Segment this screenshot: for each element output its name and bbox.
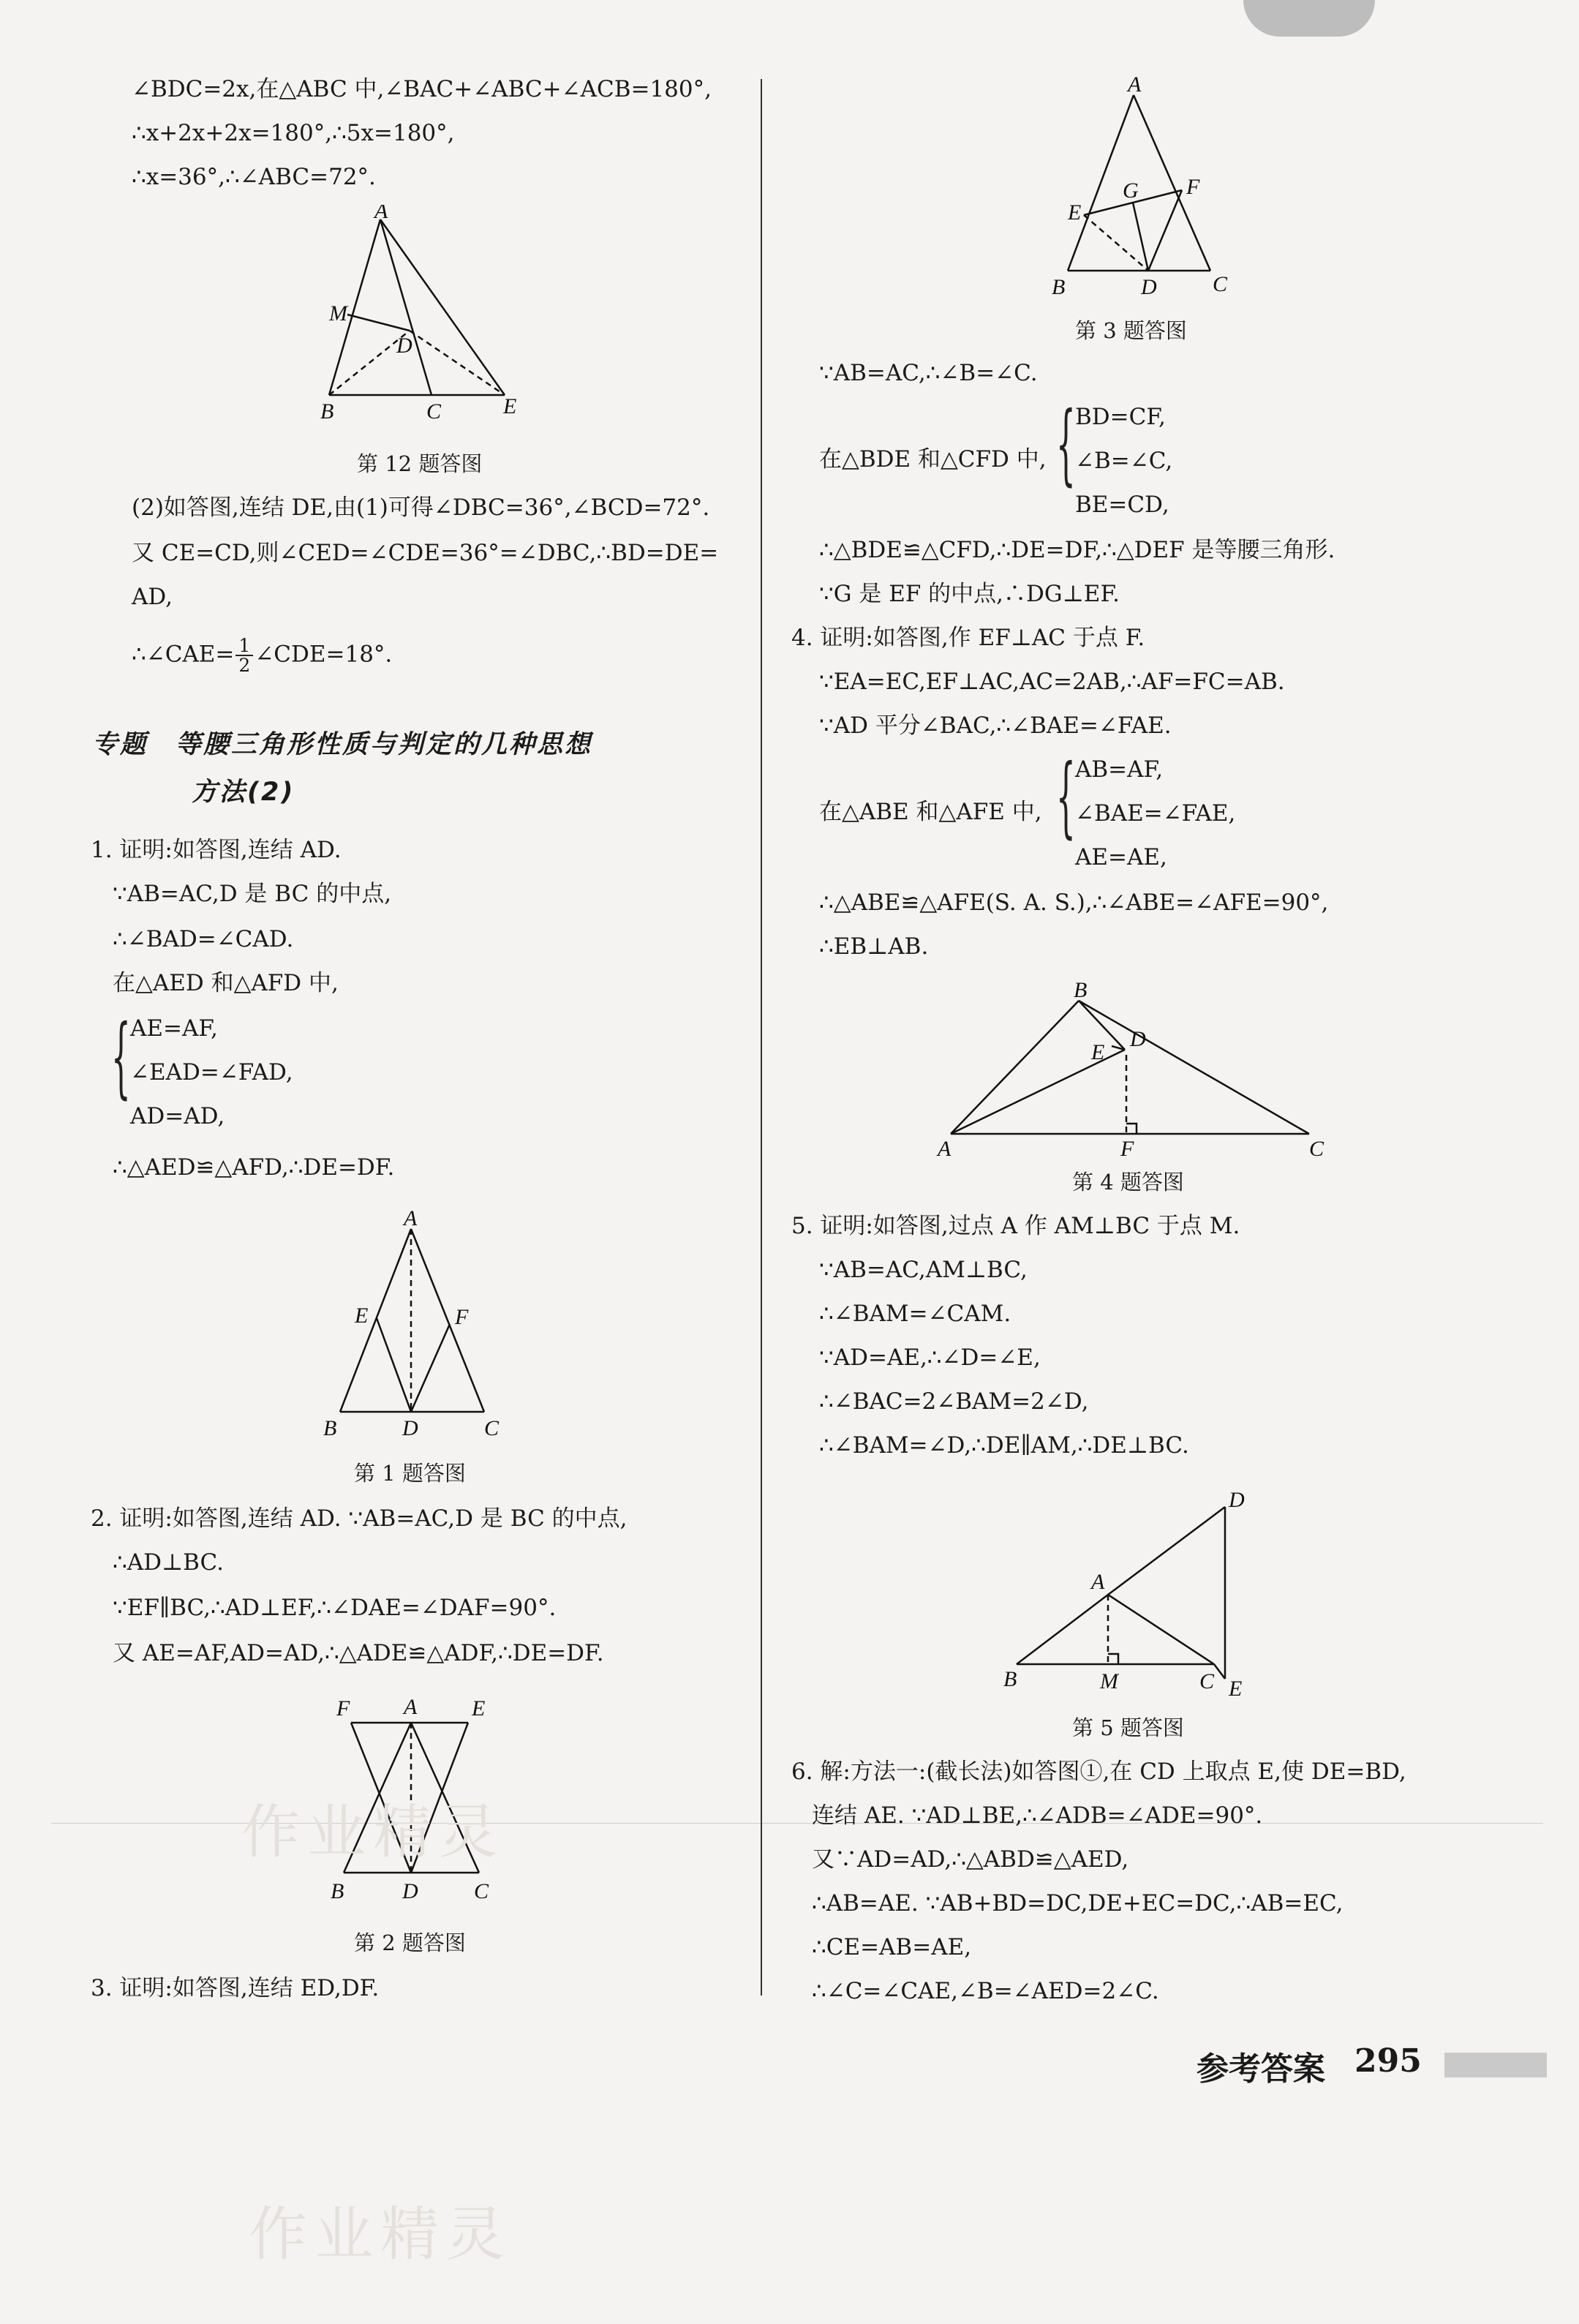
right-line-2: BD=CF,: [1075, 404, 1166, 430]
label-D: D: [1141, 275, 1157, 299]
column-divider: [761, 79, 762, 1996]
figure-12: [307, 205, 541, 424]
brace-2: {: [1056, 394, 1076, 495]
label-B: B: [1074, 978, 1088, 1002]
label-D: D: [1130, 1027, 1146, 1051]
label-A: A: [1128, 73, 1142, 97]
right-line-22: ∴∠BAM=∠D,∴DE∥AM,∴DE⊥BC.: [819, 1432, 1189, 1459]
left-line-7: 1. 证明:如答图,连结 AD.: [91, 837, 342, 863]
label-C: C: [474, 1879, 489, 1903]
section-heading-line1: 专题 等腰三角形性质与判定的几种思想: [92, 730, 593, 759]
label-D: D: [402, 1416, 418, 1440]
caption-fig3: 第 3 题答图: [1075, 318, 1187, 343]
left-line-19: 3. 证明:如答图,连结 ED,DF.: [91, 1975, 380, 2001]
watermark-1: 作业精灵: [241, 1798, 505, 1866]
right-line-1: ∵AB=AC,∴∠B=∠C.: [819, 360, 1038, 386]
frac-post: ∠CDE=18°.: [255, 641, 393, 668]
label-B: B: [320, 399, 334, 424]
right-line-24: 连结 AE. ∵AD⊥BE,∴∠ADB=∠ADE=90°.: [812, 1802, 1263, 1829]
section-heading-line2: 方法(2): [192, 778, 295, 807]
label-E: E: [1091, 1040, 1105, 1064]
label-A: A: [404, 1207, 418, 1230]
label-M: M: [1100, 1669, 1118, 1693]
right-line-26: ∴AB=AE. ∵AB+BD=DC,DE+EC=DC,∴AB=EC,: [812, 1890, 1344, 1917]
figure-1: [322, 1207, 512, 1448]
brace-3: {: [1056, 746, 1076, 848]
right-line-20: ∵AD=AE,∴∠D=∠E,: [819, 1345, 1041, 1371]
left-line-13: AD=AD,: [130, 1103, 225, 1129]
left-line-11: AE=AF,: [130, 1015, 218, 1042]
left-line-3: ∴x=36°,∴∠ABC=72°.: [132, 164, 376, 190]
right-line-10: ∵AD 平分∠BAC,∴∠BAE=∠FAE.: [819, 712, 1172, 739]
top-decoration: [1243, 0, 1375, 37]
label-D: D: [402, 1879, 418, 1903]
label-E: E: [472, 1696, 486, 1721]
caption-fig2: 第 2 题答图: [354, 1930, 466, 1955]
label-C: C: [1199, 1669, 1215, 1693]
fraction: [235, 636, 253, 674]
right-line-14: AE=AE,: [1075, 844, 1167, 870]
right-line-21: ∴∠BAC=2∠BAM=2∠D,: [819, 1388, 1089, 1415]
right-line-6: ∴△BDE≌△CFD,∴DE=DF,∴△DEF 是等腰三角形.: [819, 537, 1335, 563]
right-line-12: 在△ABE 和△AFE 中,: [819, 799, 1042, 825]
label-F: F: [1120, 1137, 1134, 1161]
right-line-18: ∵AB=AC,AM⊥BC,: [819, 1257, 1028, 1283]
figure-4: [929, 973, 1338, 1163]
label-F: F: [1186, 175, 1200, 199]
label-E: E: [1068, 200, 1082, 225]
label-C: C: [1309, 1137, 1324, 1161]
label-B: B: [1003, 1667, 1017, 1691]
label-A: A: [374, 205, 388, 223]
frac-pre: ∴∠CAE=: [132, 641, 235, 668]
label-M: M: [329, 301, 347, 326]
watermark-2: 作业精灵: [249, 2200, 512, 2268]
footer-bar: [1444, 2053, 1547, 2077]
figure-3: [1039, 73, 1251, 307]
label-C: C: [484, 1416, 500, 1440]
left-frac-line: [132, 636, 392, 674]
left-line-17: ∵EF∥BC,∴AD⊥EF,∴∠DAE=∠DAF=90°.: [113, 1595, 557, 1621]
left-line-10: 在△AED 和△AFD 中,: [113, 970, 339, 996]
right-line-11: AB=AF,: [1075, 756, 1164, 783]
label-C: C: [1213, 272, 1228, 296]
right-line-9: ∵EA=EC,EF⊥AC,AC=2AB,∴AF=FC=AB.: [819, 669, 1285, 695]
caption-fig5: 第 5 题答图: [1072, 1715, 1184, 1740]
right-line-19: ∴∠BAM=∠CAM.: [819, 1301, 1011, 1327]
label-F: F: [336, 1696, 350, 1721]
label-A: A: [938, 1137, 951, 1161]
label-A: A: [1091, 1570, 1105, 1594]
right-line-7: ∵G 是 EF 的中点,∴DG⊥EF.: [819, 581, 1120, 607]
left-line-8: ∵AB=AC,D 是 BC 的中点,: [113, 881, 392, 907]
right-line-28: ∴∠C=∠CAE,∠B=∠AED=2∠C.: [812, 1978, 1159, 2004]
label-E: E: [503, 394, 517, 418]
right-line-15: ∴△ABE≌△AFE(S. A. S.),∴∠ABE=∠AFE=90°,: [819, 890, 1329, 916]
frac-num: 1: [235, 636, 253, 656]
label-B: B: [331, 1879, 344, 1903]
label-F: F: [455, 1305, 469, 1329]
label-D: D: [396, 334, 412, 358]
left-line-18: 又 AE=AF,AD=AD,∴△ADE≌△ADF,∴DE=DF.: [113, 1640, 604, 1666]
right-line-8: 4. 证明:如答图,作 EF⊥AC 于点 F.: [791, 625, 1145, 651]
frac-den: 2: [238, 655, 251, 676]
label-G: G: [1123, 178, 1139, 203]
left-line-15: 2. 证明:如答图,连结 AD. ∵AB=AC,D 是 BC 的中点,: [91, 1505, 628, 1532]
label-D: D: [1229, 1488, 1245, 1512]
label-B: B: [1052, 275, 1066, 299]
right-line-3: 在△BDE 和△CFD 中,: [819, 446, 1047, 473]
label-C: C: [426, 399, 442, 424]
label-B: B: [323, 1416, 337, 1440]
left-line-5: 又 CE=CD,则∠CED=∠CDE=36°=∠DBC,∴BD=DE=: [132, 540, 719, 566]
left-line-6: AD,: [132, 584, 173, 610]
figure-5: [995, 1478, 1273, 1712]
right-line-4: ∠B=∠C,: [1075, 448, 1173, 474]
label-A: A: [404, 1695, 418, 1719]
left-line-2: ∴x+2x+2x=180°,∴5x=180°,: [132, 120, 455, 146]
right-line-5: BE=CD,: [1075, 492, 1169, 518]
right-line-25: 又∵AD=AD,∴△ABD≌△AED,: [812, 1846, 1129, 1873]
left-line-1: ∠BDC=2x,在△ABC 中,∠BAC+∠ABC+∠ACB=180°,: [132, 76, 712, 102]
brace-1: {: [111, 1007, 131, 1108]
left-line-4: (2)如答图,连结 DE,由(1)可得∠DBC=36°,∠BCD=72°.: [132, 494, 710, 521]
right-line-23: 6. 解:方法一:(截长法)如答图①,在 CD 上取点 E,使 DE=BD,: [791, 1759, 1406, 1785]
right-line-16: ∴EB⊥AB.: [819, 933, 929, 960]
left-line-12: ∠EAD=∠FAD,: [130, 1059, 293, 1086]
page-number: 295: [1354, 2042, 1422, 2080]
left-line-9: ∴∠BAD=∠CAD.: [113, 926, 294, 952]
right-line-17: 5. 证明:如答图,过点 A 作 AM⊥BC 于点 M.: [791, 1213, 1240, 1239]
caption-fig12: 第 12 题答图: [357, 451, 483, 476]
label-E: E: [1229, 1677, 1243, 1701]
caption-fig4: 第 4 题答图: [1072, 1170, 1184, 1195]
footer-label: 参考答案: [1197, 2050, 1325, 2088]
right-line-27: ∴CE=AB=AE,: [812, 1934, 972, 1960]
left-line-14: ∴△AED≌△AFD,∴DE=DF.: [113, 1154, 395, 1181]
left-line-16: ∴AD⊥BC.: [113, 1549, 224, 1576]
label-E: E: [355, 1304, 369, 1328]
caption-fig1: 第 1 题答图: [354, 1461, 466, 1486]
right-line-13: ∠BAE=∠FAE,: [1075, 800, 1236, 827]
